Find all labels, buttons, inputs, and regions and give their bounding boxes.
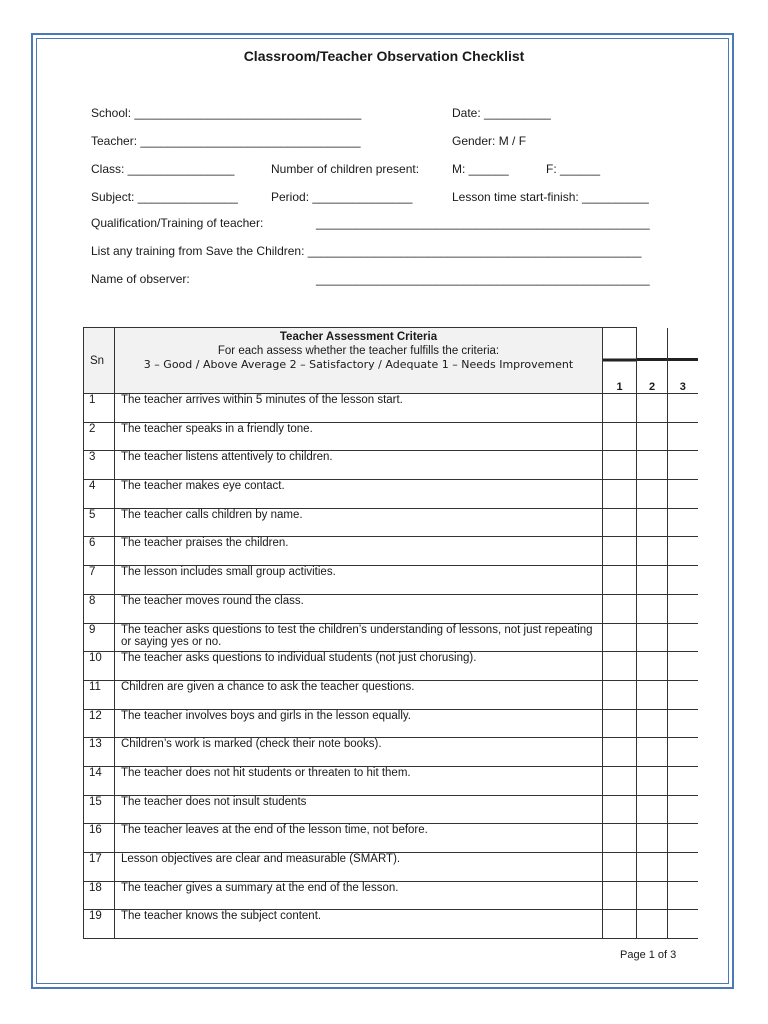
score-cell-1[interactable] [603,623,637,652]
row-number: 10 [84,652,115,681]
criterion-text: The teacher does not insult students [115,795,603,824]
row-number: 6 [84,537,115,566]
table-row [84,422,698,451]
score-cell-3[interactable] [668,881,698,910]
score-cell-1[interactable] [603,853,637,882]
score-cell-1[interactable] [603,394,637,423]
score-cell-3[interactable] [668,910,698,939]
row-number: 14 [84,766,115,795]
period-field[interactable]: Period: _______________ [271,190,413,204]
score-cell-3[interactable] [668,480,698,509]
children-present-label: Number of children present: [271,162,420,176]
teacher-field[interactable]: Teacher: _________________________________ [91,134,361,148]
date-field[interactable]: Date: __________ [452,106,551,120]
row-number: 5 [84,508,115,537]
table-row [84,795,698,824]
score-cell-2[interactable] [637,680,668,709]
row-number: 16 [84,824,115,853]
row-number: 8 [84,594,115,623]
criterion-text: Children’s work is marked (check their note books). [115,738,603,767]
score-cell-3[interactable] [668,853,698,882]
score-cell-3[interactable] [668,422,698,451]
page-number: Page 1 of 3 [620,949,677,961]
row-number: 7 [84,566,115,595]
row-number: 19 [84,910,115,939]
school-field[interactable]: School: __________________________________ [91,106,362,120]
score-cell-2[interactable] [637,766,668,795]
score-cell-2[interactable] [637,652,668,681]
table-row [84,508,698,537]
criterion-text: The teacher moves round the class. [115,594,603,623]
table-header-row [84,328,698,394]
criterion-text: The teacher makes eye contact. [115,480,603,509]
subject-field[interactable]: Subject: _______________ [91,190,238,204]
table-row [84,394,698,423]
score-cell-1[interactable] [603,594,637,623]
score-cell-2[interactable] [637,709,668,738]
table-row [84,480,698,509]
criteria-scale: 3 – Good / Above Average 2 – Satisfactory / Adequate 1 – Needs Improvement [143,358,574,371]
table-row [84,853,698,882]
score-cell-2[interactable] [637,480,668,509]
score-cell-3[interactable] [668,594,698,623]
sn-header: Sn [84,328,115,394]
score-header-2: 2 [637,328,668,394]
score-cell-2[interactable] [637,853,668,882]
row-number: 17 [84,853,115,882]
score-cell-3[interactable] [668,394,698,423]
score-cell-1[interactable] [603,795,637,824]
score-cell-3[interactable] [668,451,698,480]
score-cell-1[interactable] [603,422,637,451]
score-cell-1[interactable] [603,480,637,509]
row-number: 18 [84,881,115,910]
criteria-header [115,328,603,394]
score-cell-2[interactable] [637,623,668,652]
table-row [84,910,698,939]
criterion-text: The teacher praises the children. [115,537,603,566]
qualification-line[interactable]: __________________________________________________ [316,216,650,230]
score-cell-2[interactable] [637,824,668,853]
male-count-field[interactable]: M: ______ [452,162,509,176]
criterion-text: The teacher gives a summary at the end of the lesson. [115,881,603,910]
gender-field[interactable]: Gender: M / F [452,134,527,148]
criterion-text: The lesson includes small group activities. [115,566,603,595]
table-row [84,451,698,480]
score-cell-1[interactable] [603,824,637,853]
criterion-text: The teacher does not hit students or threaten to hit them. [115,766,603,795]
criterion-text: The teacher involves boys and girls in the lesson equally. [115,709,603,738]
row-number: 11 [84,680,115,709]
score-cell-3[interactable] [668,566,698,595]
score-cell-1[interactable] [603,680,637,709]
table-row [84,594,698,623]
assessment-table [83,327,698,939]
criterion-text: The teacher calls children by name. [115,508,603,537]
score-cell-2[interactable] [637,795,668,824]
criterion-text: The teacher knows the subject content. [115,910,603,939]
score-header-3: 3 [668,328,698,394]
observer-label: Name of observer: [91,272,190,286]
score-cell-1[interactable] [603,566,637,595]
row-number: 3 [84,451,115,480]
lesson-time-field[interactable]: Lesson time start-finish: __________ [452,190,649,204]
criterion-text: The teacher speaks in a friendly tone. [115,422,603,451]
table-row [84,738,698,767]
score-cell-3[interactable] [668,652,698,681]
score-cell-3[interactable] [668,709,698,738]
score-cell-2[interactable] [637,451,668,480]
score-cell-2[interactable] [637,537,668,566]
document-title: Classroom/Teacher Observation Checklist [243,48,525,64]
criterion-text: The teacher asks questions to individual students (not just chorusing). [115,652,603,681]
criteria-instruction: For each assess whether the teacher fulfills the criteria: [217,345,500,357]
score-cell-2[interactable] [637,422,668,451]
table-row [84,709,698,738]
row-number: 9 [84,623,115,652]
score-cell-3[interactable] [668,623,698,652]
criterion-text: Lesson objectives are clear and measurable (SMART). [115,853,603,882]
score-cell-1[interactable] [603,881,637,910]
score-cell-3[interactable] [668,508,698,537]
criterion-text: The teacher asks questions to test the children’s understanding of lessons, not just repeating or saying yes or no. [115,623,603,652]
female-count-field[interactable]: F: ______ [546,162,601,176]
score-cell-2[interactable] [637,594,668,623]
score-cell-2[interactable] [637,508,668,537]
table-row [84,824,698,853]
row-number: 1 [84,394,115,423]
table-row [84,537,698,566]
score-cell-1[interactable] [603,451,637,480]
criteria-title: Teacher Assessment Criteria [279,331,438,343]
table-row [84,566,698,595]
table-row [84,652,698,681]
score-cell-2[interactable] [637,566,668,595]
row-number: 15 [84,795,115,824]
score-cell-3[interactable] [668,766,698,795]
score-cell-3[interactable] [668,680,698,709]
criterion-text: The teacher leaves at the end of the lesson time, not before. [115,824,603,853]
criterion-text: The teacher arrives within 5 minutes of the lesson start. [115,394,603,423]
score-cell-1[interactable] [603,537,637,566]
row-number: 12 [84,709,115,738]
table-row [84,680,698,709]
table-row [84,623,698,652]
criterion-text: The teacher listens attentively to children. [115,451,603,480]
row-number: 13 [84,738,115,767]
score-cell-3[interactable] [668,795,698,824]
table-row [84,881,698,910]
class-field[interactable]: Class: ________________ [91,162,235,176]
score-cell-2[interactable] [637,738,668,767]
row-number: 2 [84,422,115,451]
score-cell-1[interactable] [603,910,637,939]
score-header-1: 1 [603,328,637,394]
score-cell-2[interactable] [637,881,668,910]
observer-line[interactable]: __________________________________________________ [316,272,650,286]
score-cell-2[interactable] [637,394,668,423]
row-number: 4 [84,480,115,509]
criterion-text: Children are given a chance to ask the teacher questions. [115,680,603,709]
score-cell-3[interactable] [668,537,698,566]
score-cell-1[interactable] [603,738,637,767]
score-cell-2[interactable] [637,910,668,939]
score-cell-3[interactable] [668,824,698,853]
score-cell-1[interactable] [603,766,637,795]
qualification-label: Qualification/Training of teacher: [91,216,264,230]
table-row [84,766,698,795]
training-field[interactable]: List any training from Save the Children: __________________________________________________ [91,244,642,258]
score-cell-3[interactable] [668,738,698,767]
score-cell-1[interactable] [603,508,637,537]
score-cell-1[interactable] [603,652,637,681]
score-cell-1[interactable] [603,709,637,738]
